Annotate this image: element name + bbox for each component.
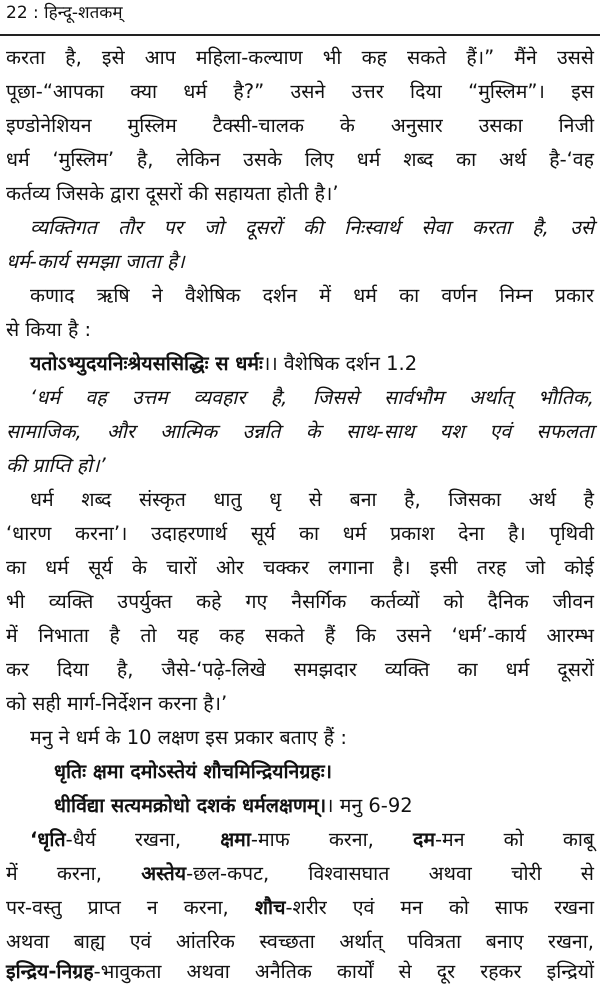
text-run: में निभाता है तो यह कह सकते हैं कि उसने ‘धर्म’-कार्य आरम्भ [6,624,594,647]
bold-term: अस्तेय [141,862,187,885]
text-run: -छल-कपट, विश्वासघात अथवा चोरी से [186,862,594,885]
text-run: भी व्यक्ति उपर्युक्त कहे गए नैसर्गिक कर्तव्यों को दैनिक जीवन [6,590,594,613]
text-line-28 [6,952,594,992]
text-run: कणाद ऋषि ने वैशेषिक दर्शन में धर्म का वर्णन निम्न प्रकार [30,284,594,307]
bold-term: शौच [254,896,286,919]
text-run: -मन को काबू [435,828,595,851]
text-run: का धर्म सूर्य के चारों ओर चक्कर लगाना है। इसी तरह जो कोई [6,556,594,579]
bold-term: ‘धृति [30,828,66,851]
text-run: मनु ने धर्म के 10 लक्षण इस प्रकार बताए हैं : [30,726,347,749]
bold-term: इन्द्रिय-निग्रह [6,960,94,983]
text-run: को सही मार्ग-निर्देशन करना है।’ [6,692,228,715]
page-header: 22 : हिन्दू-शतकम् [6,3,123,23]
text-run: अथवा बाह्य एवं आंतरिक स्वच्छता अर्थात् पवित्रता बनाए रखना, [6,930,594,953]
text-run: -शरीर एवं मन को साफ रखना [285,896,594,919]
header-divider [0,34,600,36]
text-run: धर्म-कार्य समझा जाता है। [6,250,185,273]
text-run: -धैर्य रखना, [65,828,221,851]
text-run: कर दिया है, जैसे-‘पढ़े-लिखे समझदार व्यक्ति का धर्म दूसरों [6,658,594,681]
text-run: धर्म ‘मुस्लिम’ है, लेकिन उसके लिए धर्म शब्द का अर्थ है-‘वह [6,148,594,171]
bold-term: धीर्विद्या सत्यमक्रोधो दशकं धर्मलक्षणम्। [54,794,327,817]
bold-term: दम [413,828,436,851]
bold-term: यतोऽभ्युदयनिःश्रेयससिद्धिः स धर्मः [30,352,263,375]
bold-term: धृतिः क्षमा दमोऽस्तेयं शौचमिन्द्रियनिग्रहः। [54,760,333,783]
text-run: धर्म शब्द संस्कृत धातु धृ से बना है, जिसका अर्थ है [30,488,594,511]
text-run: ।। वैशेषिक दर्शन 1.2 [262,352,418,375]
text-run: पर-वस्तु प्राप्त न करना, [6,896,255,919]
text-run: में करना, [6,862,142,885]
bold-term: क्षमा [220,828,251,851]
text-run: । मनु 6-92 [326,794,413,817]
text-run: व्यक्तिगत तौर पर जो दूसरों की निःस्वार्थ सेवा करता है, उसे [30,216,594,239]
text-run: -माफ करना, [250,828,413,851]
text-run: से किया है : [6,318,92,341]
text-run: इण्डोनेशियन मुस्लिम टैक्सी-चालक के अनुसार उसका निजी [6,114,594,137]
text-run: ‘धर्म वह उत्तम व्यवहार है, जिससे सार्वभौम अर्थात् भौतिक, [30,386,594,409]
text-run: पूछा-“आपका क्या धर्म है?” उसने उत्तर दिया “मुस्लिम”। इस [6,80,594,103]
text-run: करता है, इसे आप महिला-कल्याण भी कह सकते हैं।” मैंने उससे [6,46,594,69]
text-run: कर्तव्य जिसके द्वारा दूसरों की सहायता होती है।’ [6,182,339,205]
text-run: ‘धारण करना’। उदाहरणार्थ सूर्य का धर्म प्रकाश देना है। पृथिवी [6,522,594,545]
text-run: की प्राप्ति हो।’ [6,454,106,477]
text-run: सामाजिक, और आत्मिक उन्नति के साथ-साथ यश एवं सफलता [6,420,594,443]
text-run: -भावुकता अथवा अनैतिक कार्यों से दूर रहकर इन्द्रियों [93,960,594,983]
